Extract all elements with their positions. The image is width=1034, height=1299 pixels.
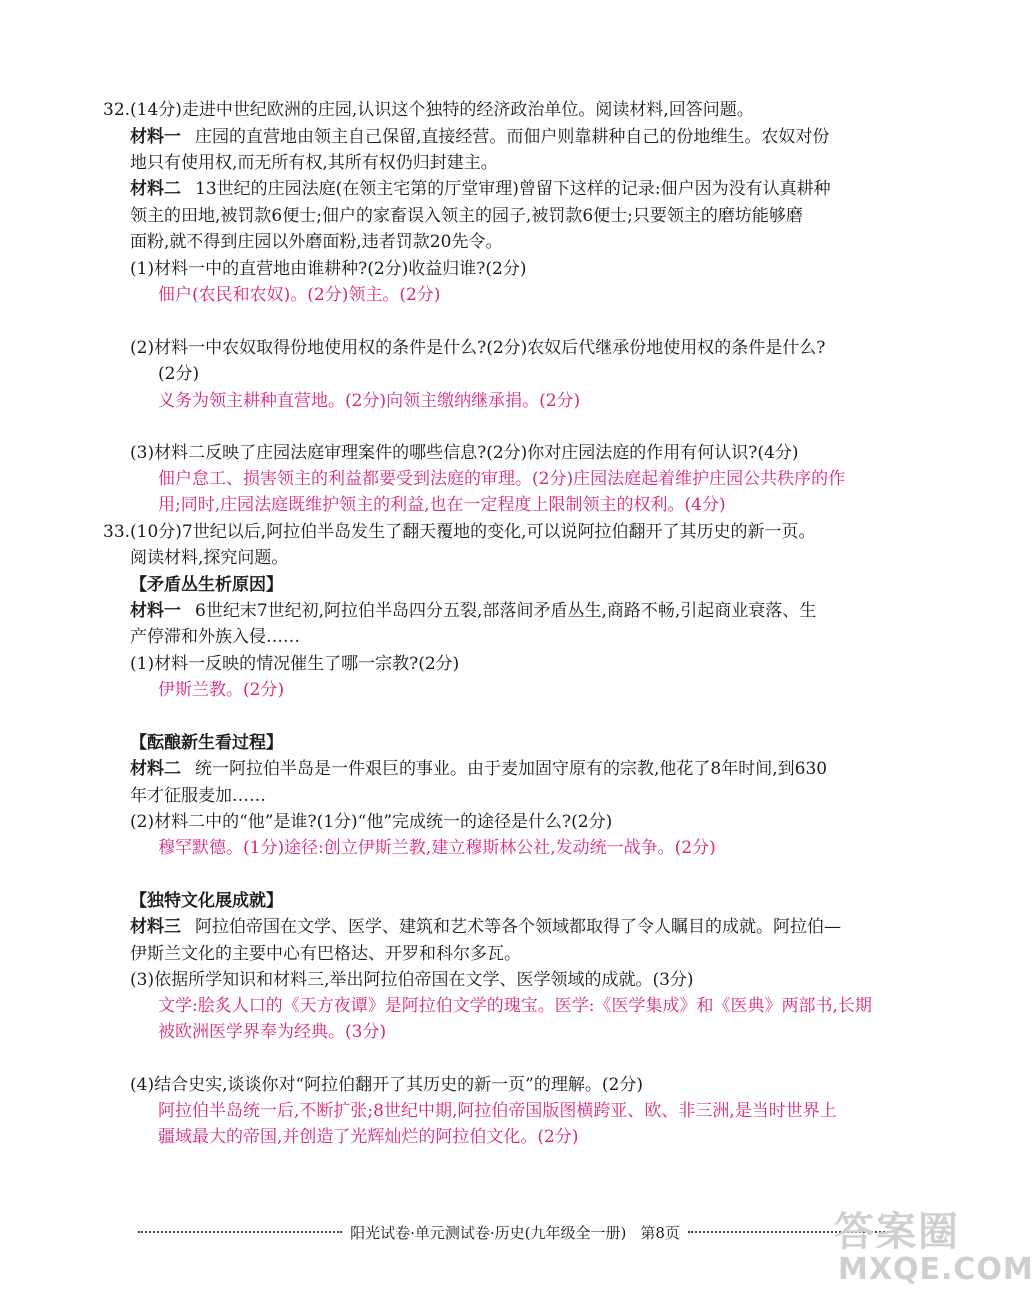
material-text: 伊斯兰文化的主要中心有巴格达、开罗和科尔多瓦。 [130, 944, 521, 964]
section-heading-process: 【酝酿新生看过程】 [130, 733, 283, 753]
material-text: 统一阿拉伯半岛是一件艰巨的事业。由于麦加固守原有的宗教,他花了8年时间,到630 [195, 759, 828, 779]
material-text: 6世纪末7世纪初,阿拉伯半岛四分五裂,部落间矛盾丛生,商路不畅,引起商业衰落、生 [195, 601, 817, 621]
q33-question-4: (4)结合史实,谈谈你对“阿拉伯翻开了其历史的新一页”的理解。(2分) [130, 1075, 643, 1095]
material-text: 年才征服麦加…… [130, 786, 266, 806]
q32-answer-3: 佃户怠工、损害领主的利益都要受到法庭的审理。(2分)庄园法庭起着维护庄园公共秩序的作 [158, 469, 846, 489]
q33-material-3 [130, 915, 841, 939]
footer-divider [138, 1231, 342, 1233]
q33-answer-3-cont: 被欧洲医学界奉为经典。(3分) [158, 1022, 387, 1042]
q33-answer-4-cont: 疆域最大的帝国,并创造了光辉灿烂的阿拉伯文化。(2分) [158, 1127, 579, 1147]
material-text: 产停滞和外族入侵…… [130, 627, 300, 647]
q32-answer-3-cont: 用;同时,庄园法庭既维护领主的利益,也在一定程度上限制领主的权利。(4分) [158, 495, 726, 515]
material-text: 阿拉伯帝国在文学、医学、建筑和艺术等各个领域都取得了令人瞩目的成就。阿拉伯— [195, 917, 841, 937]
material-label: 材料二 [130, 759, 181, 779]
q32-question-2: (2)材料一中农奴取得份地使用权的条件是什么?(2分)农奴后代继承份地使用权的条件是什么? [130, 338, 826, 358]
q32-question-2-cont: (2分) [158, 364, 200, 384]
q32-question-1: (1)材料一中的直营地由谁耕种?(2分)收益归谁?(2分) [130, 259, 527, 279]
watermark-site: MXQE.COM [838, 1252, 1034, 1287]
q33-answer-2: 穆罕默德。(1分)途径:创立伊斯兰教,建立穆斯林公社,发动统一战争。(2分) [158, 838, 716, 858]
material-label: 材料三 [130, 917, 181, 937]
q32-stem: 32.(14分)走进中世纪欧洲的庄园,认识这个独特的经济政治单位。阅读材料,回答问题。 [103, 100, 754, 120]
q32-answer-1: 佃户(农民和农奴)。(2分)领主。(2分) [158, 285, 441, 305]
q33-question-3: (3)依据所学知识和材料三,举出阿拉伯帝国在文学、医学领域的成就。(3分) [130, 970, 694, 990]
q33-answer-1: 伊斯兰教。(2分) [158, 680, 285, 700]
q32-material-2 [130, 177, 831, 201]
q32-answer-2: 义务为领主耕种直营地。(2分)向领主缴纳继承捐。(2分) [158, 391, 581, 411]
q32-question-3: (3)材料二反映了庄园法庭审理案件的哪些信息?(2分)你对庄园法庭的作用有何认识?(4分) [130, 443, 799, 463]
q33-stem-cont: 阅读材料,探究问题。 [130, 548, 289, 568]
page-footer [130, 1220, 900, 1244]
q33-stem: 33.(10分)7世纪以后,阿拉伯半岛发生了翻天覆地的变化,可以说阿拉伯翻开了其历史的新一页。 [103, 522, 816, 542]
material-text: 面粉,就不得到庄园以外磨面粉,违者罚款20先令。 [130, 232, 503, 252]
material-text: 地只有使用权,而无所有权,其所有权仍归封建主。 [130, 153, 498, 173]
q33-material-2 [130, 757, 827, 781]
q33-material-1 [130, 599, 816, 623]
material-text: 领主的田地,被罚款6便士;佃户的家畜误入领主的园子,被罚款6便士;只要领主的磨坊能够磨 [130, 206, 803, 226]
footer-title: 阳光试卷·单元测试卷·历史(九年级全一册) [350, 1223, 627, 1242]
material-text: 13世纪的庄园法庭(在领主宅第的厅堂审理)曾留下这样的记录:佃户因为没有认真耕种 [195, 179, 831, 199]
watermark-logo: 答案圈 [834, 1209, 960, 1255]
page-number: 第8页 [640, 1223, 680, 1242]
material-label: 材料一 [130, 127, 181, 147]
material-label: 材料一 [130, 601, 181, 621]
section-heading-causes: 【矛盾丛生析原因】 [130, 575, 283, 595]
q33-answer-4: 阿拉伯半岛统一后,不断扩张;8世纪中期,阿拉伯帝国版图横跨亚、欧、非三洲,是当时世界上 [158, 1101, 837, 1121]
q33-answer-3: 文学:脍炙人口的《天方夜谭》是阿拉伯文学的瑰宝。医学:《医学集成》和《医典》两部书,长期 [158, 996, 872, 1016]
section-heading-achievements: 【独特文化展成就】 [130, 891, 283, 911]
q33-question-1: (1)材料一反映的情况催生了哪一宗教?(2分) [130, 654, 460, 674]
material-label: 材料二 [130, 179, 181, 199]
q32-material-1 [130, 125, 829, 149]
material-text: 庄园的直营地由领主自己保留,直接经营。而佃户则靠耕种自己的份地维生。农奴对份 [195, 127, 830, 147]
q33-question-2: (2)材料二中的“他”是谁?(1分)“他”完成统一的途径是什么?(2分) [130, 812, 613, 832]
